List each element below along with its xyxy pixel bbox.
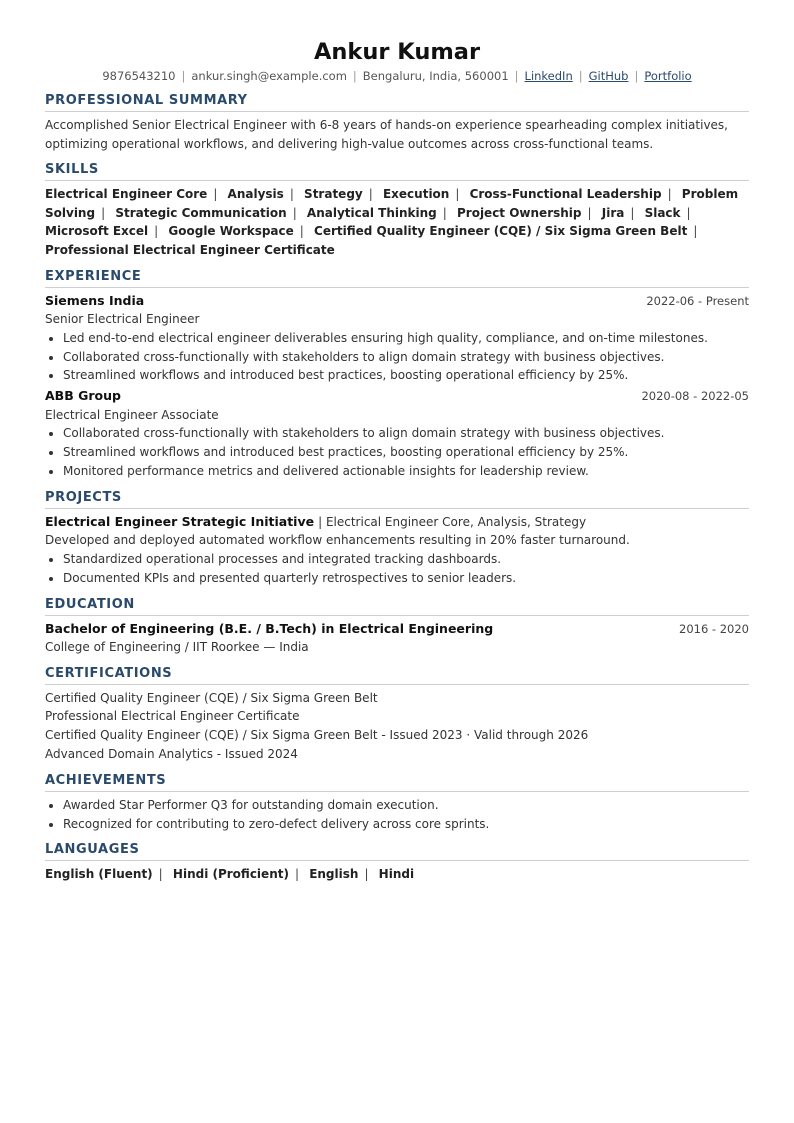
skill-item: Execution bbox=[382, 187, 450, 202]
skill-item: Project Ownership bbox=[456, 205, 582, 220]
achievements-section bbox=[45, 772, 749, 834]
separator: | bbox=[634, 69, 639, 83]
list-item: • Led end-to-end electrical engineer deliverables ensuring high quality, compliance, and on-time milestones. bbox=[63, 329, 749, 348]
language-item: Hindi (Proficient) bbox=[172, 867, 289, 882]
company-name: Siemens India bbox=[45, 292, 145, 308]
section-title: PROFESSIONAL SUMMARY bbox=[45, 92, 749, 112]
separator: | bbox=[299, 224, 304, 239]
separator: | bbox=[352, 69, 357, 83]
list-item: • Standardized operational processes and integrated tracking dashboards. bbox=[63, 550, 749, 569]
list-item: Advanced Domain Analytics - Issued 2024 bbox=[45, 747, 298, 762]
separator: | bbox=[292, 205, 297, 220]
separator: | bbox=[289, 187, 294, 202]
language-item: English (Fluent) bbox=[45, 867, 153, 882]
list-item: • Documented KPIs and presented quarterly retrospectives to senior leaders. bbox=[63, 569, 749, 588]
separator: | bbox=[442, 205, 447, 220]
separator: | bbox=[154, 224, 159, 239]
skill-item: Certified Quality Engineer (CQE) / Six Sigma Green Belt bbox=[314, 224, 688, 239]
education-section bbox=[45, 596, 749, 657]
project-name: Electrical Engineer Strategic Initiative bbox=[45, 513, 315, 529]
location: Bengaluru, India, 560001 bbox=[362, 69, 509, 83]
skill-item: Strategy bbox=[304, 187, 363, 202]
job-entry bbox=[45, 387, 749, 481]
projects-section bbox=[45, 489, 749, 588]
certifications-section bbox=[45, 665, 749, 764]
skill-item: Problem Solving bbox=[45, 187, 739, 220]
separator: | bbox=[364, 867, 369, 882]
skill-item: Slack bbox=[644, 205, 681, 220]
section-title: PROJECTS bbox=[45, 489, 749, 509]
separator: | bbox=[630, 205, 635, 220]
experience-section bbox=[45, 268, 749, 481]
list-item: Professional Electrical Engineer Certificate bbox=[45, 709, 300, 724]
linkedin-link[interactable]: LinkedIn bbox=[524, 69, 573, 83]
degree: Bachelor of Engineering (B.E. / B.Tech) in Electrical Engineering bbox=[45, 620, 494, 636]
contact-line bbox=[45, 68, 749, 84]
separator: | bbox=[514, 69, 519, 83]
separator: | bbox=[693, 224, 698, 239]
separator: | bbox=[578, 69, 583, 83]
project-header bbox=[45, 513, 749, 532]
cert-list bbox=[45, 689, 749, 764]
skill-item: Analysis bbox=[227, 187, 284, 202]
skill-item: Strategic Communication bbox=[115, 205, 287, 220]
skills-list bbox=[45, 185, 749, 259]
education-dates: 2016 - 2020 bbox=[679, 621, 749, 636]
separator: | bbox=[158, 867, 163, 882]
separator: | bbox=[213, 187, 218, 202]
school: College of Engineering / IIT Roorkee — India bbox=[45, 640, 309, 655]
portfolio-link[interactable]: Portfolio bbox=[644, 69, 692, 83]
skill-item: Google Workspace bbox=[168, 224, 294, 239]
project-bullets bbox=[45, 550, 749, 588]
job-dates: 2020-08 - 2022-05 bbox=[641, 389, 749, 404]
language-item: Hindi bbox=[378, 867, 415, 882]
section-title: ACHIEVEMENTS bbox=[45, 772, 749, 792]
project-description: Developed and deployed automated workflow enhancements resulting in 20% faster turnaround. bbox=[45, 533, 630, 548]
separator: | bbox=[294, 867, 299, 882]
achievement-bullets bbox=[45, 796, 749, 834]
list-item: • Collaborated cross-functionally with stakeholders to align domain strategy with business objectives. bbox=[63, 348, 749, 367]
summary-section bbox=[45, 92, 749, 153]
separator: | bbox=[455, 187, 460, 202]
list-item: • Awarded Star Performer Q3 for outstanding domain execution. bbox=[63, 796, 749, 815]
job-role: Senior Electrical Engineer bbox=[45, 312, 200, 327]
list-item: • Streamlined workflows and introduced best practices, boosting operational efficiency by 25%. bbox=[63, 366, 749, 385]
section-title: SKILLS bbox=[45, 161, 749, 181]
section-title: LANGUAGES bbox=[45, 841, 749, 861]
candidate-name: Ankur Kumar bbox=[313, 39, 481, 65]
job-entry bbox=[45, 292, 749, 386]
summary-text: Accomplished Senior Electrical Engineer with 6-8 years of hands-on experience spearheading complex initiatives, optimizing operational workflows, and delivering high-value outcomes across cross-functional teams. bbox=[45, 118, 728, 151]
job-bullets bbox=[45, 329, 749, 385]
skill-item: Electrical Engineer Core bbox=[45, 187, 208, 202]
job-role: Electrical Engineer Associate bbox=[45, 407, 219, 422]
job-dates: 2022-06 - Present bbox=[646, 293, 749, 308]
section-title: EXPERIENCE bbox=[45, 268, 749, 288]
company-name: ABB Group bbox=[45, 388, 121, 404]
separator: | bbox=[101, 205, 106, 220]
separator: | bbox=[587, 205, 592, 220]
phone: 9876543210 bbox=[102, 69, 176, 83]
skill-item: Professional Electrical Engineer Certificate bbox=[45, 242, 335, 257]
skill-item: Cross-Functional Leadership bbox=[469, 187, 662, 202]
list-item: Certified Quality Engineer (CQE) / Six Sigma Green Belt bbox=[45, 690, 378, 705]
job-bullets bbox=[45, 424, 749, 480]
section-title: CERTIFICATIONS bbox=[45, 665, 749, 685]
list-item: Certified Quality Engineer (CQE) / Six Sigma Green Belt - Issued 2023 · Valid through 2026 bbox=[45, 728, 589, 743]
project-tech: | Electrical Engineer Core, Analysis, Strategy bbox=[318, 514, 587, 529]
separator: | bbox=[181, 69, 186, 83]
languages-section bbox=[45, 841, 749, 884]
separator: | bbox=[686, 205, 691, 220]
section-title: EDUCATION bbox=[45, 596, 749, 616]
separator: | bbox=[368, 187, 373, 202]
skills-section bbox=[45, 161, 749, 259]
github-link[interactable]: GitHub bbox=[588, 69, 629, 83]
list-item: • Streamlined workflows and introduced best practices, boosting operational efficiency by 25%. bbox=[63, 443, 749, 462]
separator: | bbox=[667, 187, 672, 202]
list-item: • Collaborated cross-functionally with stakeholders to align domain strategy with business objectives. bbox=[63, 424, 749, 443]
skill-item: Analytical Thinking bbox=[306, 205, 437, 220]
list-item: • Recognized for contributing to zero-defect delivery across core sprints. bbox=[63, 815, 749, 834]
email: ankur.singh@example.com bbox=[191, 69, 347, 83]
language-item: English bbox=[309, 867, 359, 882]
skill-item: Jira bbox=[601, 205, 625, 220]
skill-item: Microsoft Excel bbox=[45, 224, 149, 239]
list-item: • Monitored performance metrics and delivered actionable insights for leadership review. bbox=[63, 462, 749, 481]
languages-list bbox=[45, 865, 749, 884]
